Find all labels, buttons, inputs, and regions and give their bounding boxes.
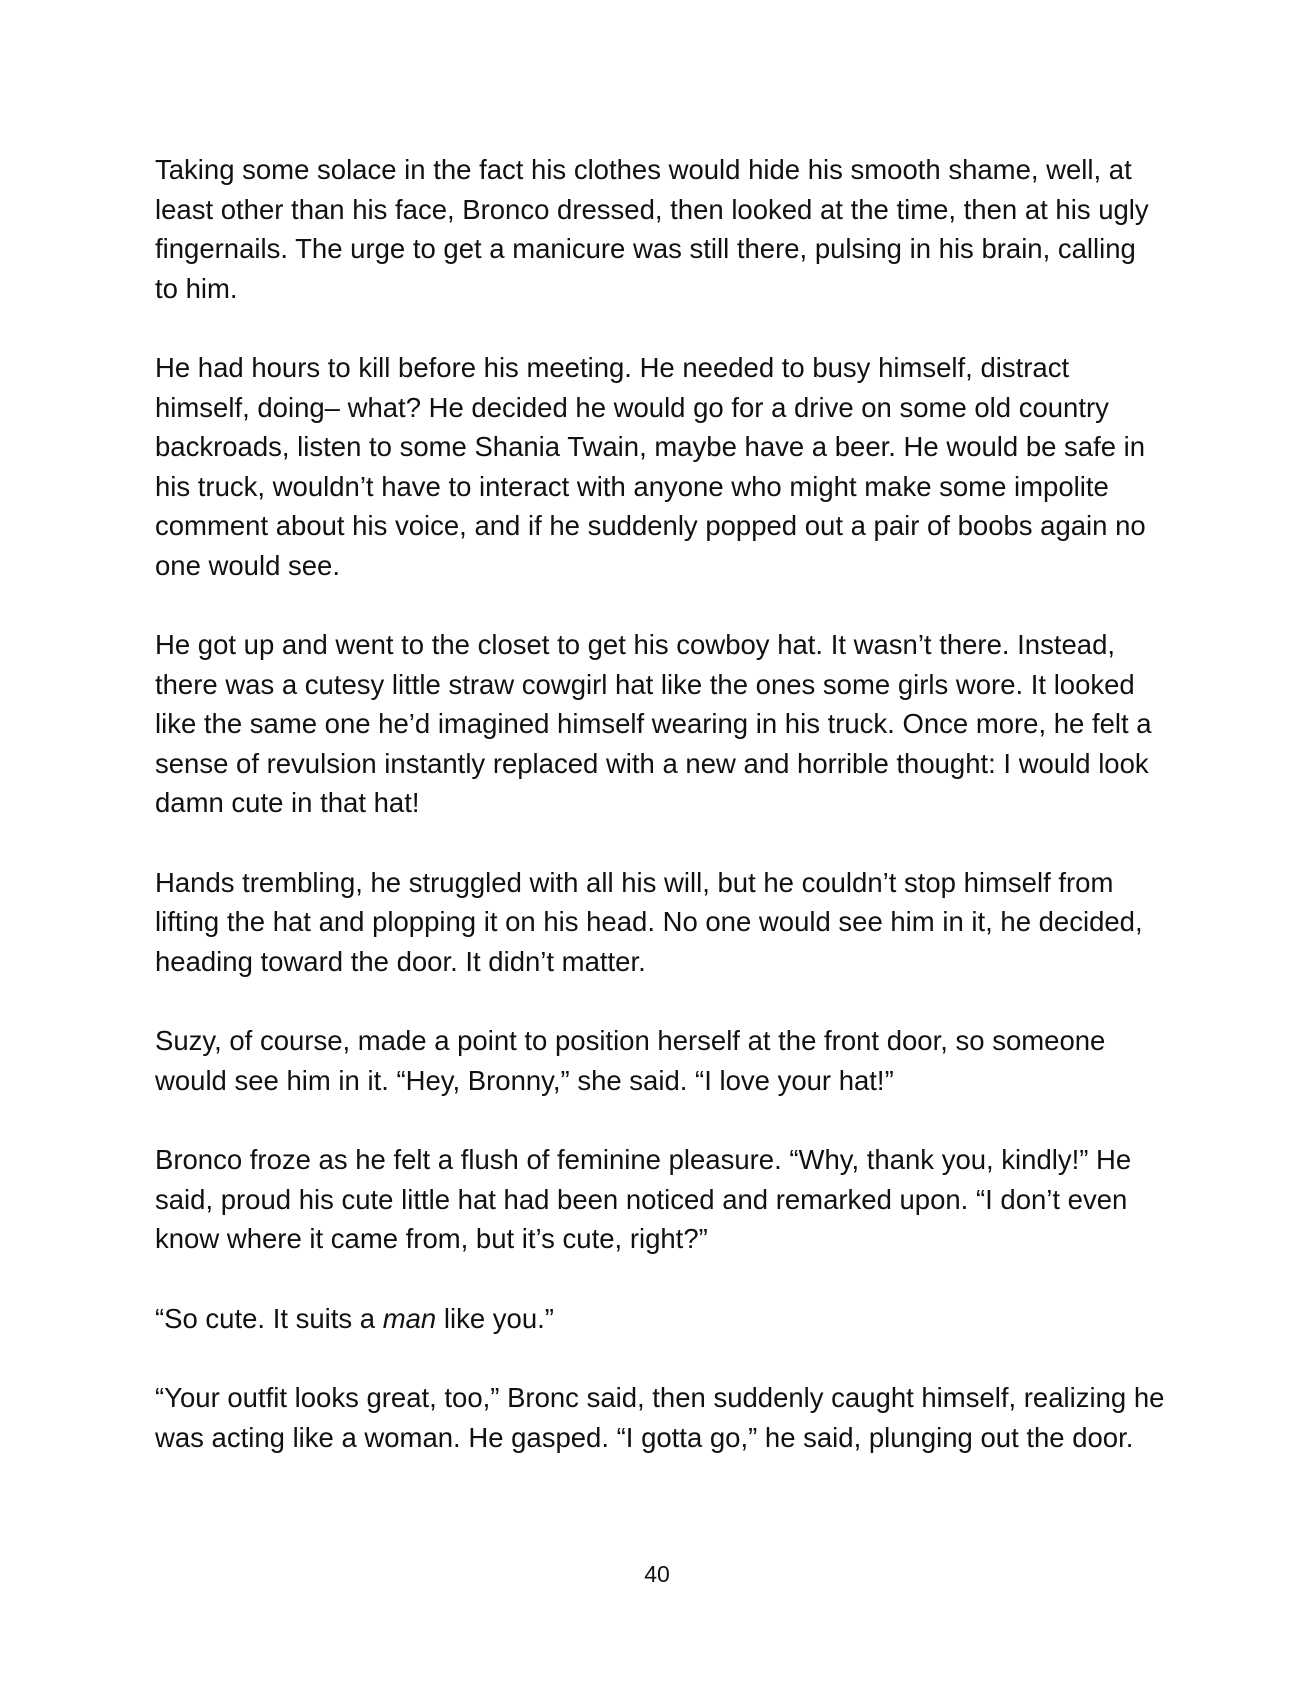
paragraph-7-emphasis: man [382,1302,437,1334]
page-number: 40 [644,1561,670,1587]
paragraph-7-after: like you.” [436,1302,554,1334]
paragraph-5: Suzy, of course, made a point to position herself at the front door, so someone would see him in it. “Hey, Bronny,” she said. “I love your hat!” [155,1025,1106,1096]
paragraph-4: Hands trembling, he struggled with all his will, but he couldn’t stop himself from lifting the hat and plopping it on his head. No one would see him in it, he decided, heading toward the door. It didn’t matter. [155,866,1143,977]
paragraph-2: He had hours to kill before his meeting. He needed to busy himself, distract himself, doing– what? He decided he would go for a drive on some old country backroads, listen to some Shania Twain, maybe have a beer. He would be safe in his truck, wouldn’t have to interact with anyone who might make some impolite comment about his voice, and if he suddenly popped out a pair of boobs again no one would see. [155,352,1146,581]
page-body [155,150,1165,1497]
paragraph-8: “Your outfit looks great, too,” Bronc said, then suddenly caught himself, realizing he was acting like a woman. He gasped. “I gotta go,” he said, plunging out the door. [155,1382,1165,1453]
paragraph-6: Bronco froze as he felt a flush of feminine pleasure. “Why, thank you, kindly!” He said, proud his cute little hat had been noticed and remarked upon. “I don’t even know where it came from, but it’s cute, right?” [155,1144,1132,1254]
paragraph-7-before: “So cute. It suits a [155,1302,383,1334]
paragraph-3: He got up and went to the closet to get his cowboy hat. It wasn’t there. Instead, there was a cutesy little straw cowgirl hat like the ones some girls wore. It looked like the same one he’d imagined himself wearing in his truck. Once more, he felt a sense of revulsion instantly replaced with a new and horrible thought: I would look damn cute in that hat! [155,629,1152,818]
paragraph-1: Taking some solace in the fact his clothes would hide his smooth shame, well, at least other than his face, Bronco dressed, then looked at the time, then at his ugly fingernails. The urge to get a manicure was still there, pulsing in his brain, calling to him. [155,154,1149,304]
paragraph-7 [155,1299,1165,1339]
